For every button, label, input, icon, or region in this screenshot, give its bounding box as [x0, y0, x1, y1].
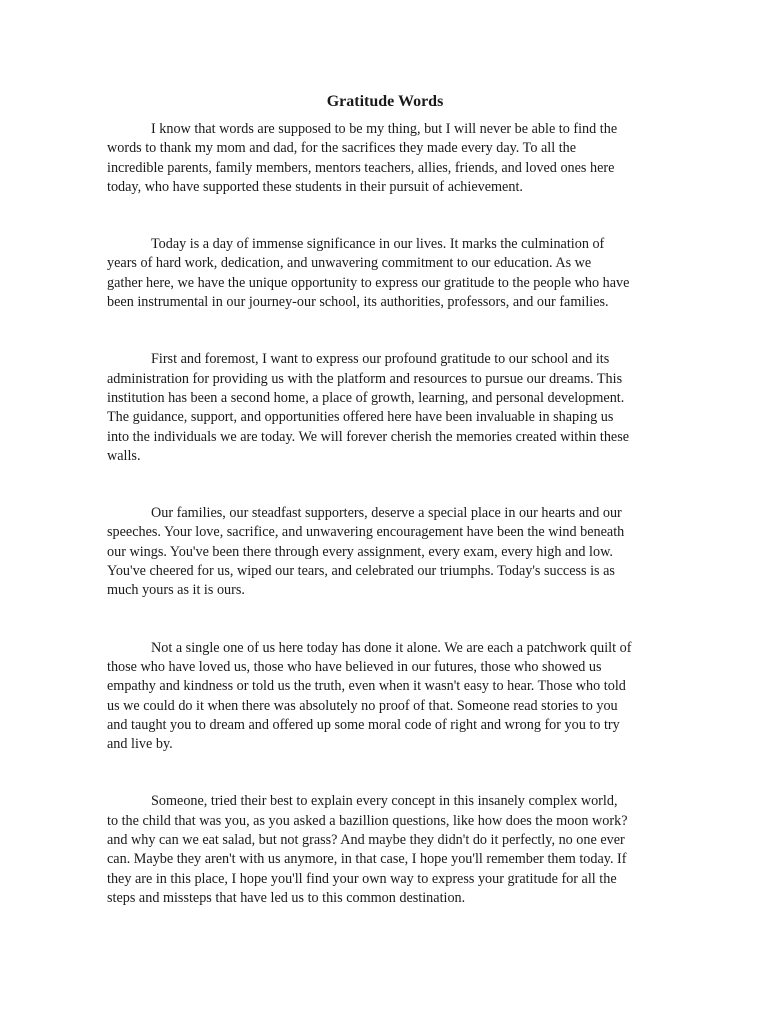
paragraph-3: [107, 350, 663, 466]
paragraph-line: gather here, we have the unique opportunity to express our gratitude to the people who have: [107, 274, 630, 291]
paragraph-1: [107, 120, 663, 197]
paragraph-line: speeches. Your love, sacrifice, and unwavering encouragement have been the wind beneath: [107, 524, 625, 541]
paragraph-line: today, who have supported these students in their pursuit of achievement.: [107, 178, 523, 195]
paragraph-line: The guidance, support, and opportunities offered here have been invaluable in shaping us: [107, 409, 614, 426]
paragraph-line: Our families, our steadfast supporters, deserve a special place in our hearts and our: [151, 505, 622, 522]
paragraph-line: incredible parents, family members, mentors teachers, allies, friends, and loved ones here: [107, 159, 615, 176]
paragraph-line: and why can we eat salad, but not grass? And maybe they didn't do it perfectly, no one ever: [107, 832, 625, 849]
paragraph-line: can. Maybe they aren't with us anymore, in that case, I hope you'll remember them today. If: [107, 851, 627, 868]
paragraph-line: Today is a day of immense significance in our lives. It marks the culmination of: [151, 236, 605, 253]
paragraph-line: You've cheered for us, wiped our tears, and celebrated our triumphs. Today's success is as: [107, 563, 615, 580]
paragraph-line: walls.: [107, 447, 141, 464]
paragraph-line: years of hard work, dedication, and unwavering commitment to our education. As we: [107, 255, 592, 272]
paragraph-4: [107, 504, 663, 600]
paragraph-line: been instrumental in our journey-our school, its authorities, professors, and our families.: [107, 294, 609, 311]
paragraph-line: words to thank my mom and dad, for the sacrifices they made every day. To all the: [107, 140, 577, 157]
paragraph-line: to the child that was you, as you asked a bazillion questions, like how does the moon work?: [107, 812, 628, 829]
paragraph-line: Someone, tried their best to explain every concept in this insanely complex world,: [151, 793, 618, 810]
document-title: Gratitude Words: [326, 93, 444, 110]
paragraph-5: [107, 639, 663, 755]
paragraph-line: our wings. You've been there through every assignment, every exam, every high and low.: [107, 543, 613, 560]
paragraph-line: Not a single one of us here today has done it alone. We are each a patchwork quilt of: [151, 639, 632, 656]
paragraph-line: into the individuals we are today. We will forever cherish the memories created within these: [107, 428, 630, 445]
paragraph-2: [107, 235, 663, 312]
paragraph-line: empathy and kindness or told us the truth, even when it wasn't easy to hear. Those who told: [107, 678, 626, 695]
paragraph-line: us we could do it when there was absolutely no proof of that. Someone read stories to you: [107, 697, 618, 714]
paragraph-line: steps and missteps that have led us to this common destination.: [107, 889, 466, 906]
paragraph-line: administration for providing us with the platform and resources to pursue our dreams. This: [107, 370, 623, 387]
paragraph-line: I know that words are supposed to be my thing, but I will never be able to find the: [151, 121, 618, 137]
paragraph-line: those who have loved us, those who have believed in our futures, those who showed us: [107, 658, 602, 675]
paragraph-line: and taught you to dream and offered up some moral code of right and wrong for you to try: [107, 716, 620, 733]
paragraph-line: institution has been a second home, a place of growth, learning, and personal development.: [107, 389, 625, 406]
paragraph-line: they are in this place, I hope you'll find your own way to express your gratitude for all the: [107, 870, 617, 887]
paragraph-line: First and foremost, I want to express our profound gratitude to our school and its: [151, 351, 610, 368]
paragraph-6: [107, 792, 663, 908]
paragraph-line: much yours as it is ours.: [107, 582, 245, 599]
paragraph-line: and live by.: [107, 736, 173, 753]
document-page: [107, 92, 663, 946]
